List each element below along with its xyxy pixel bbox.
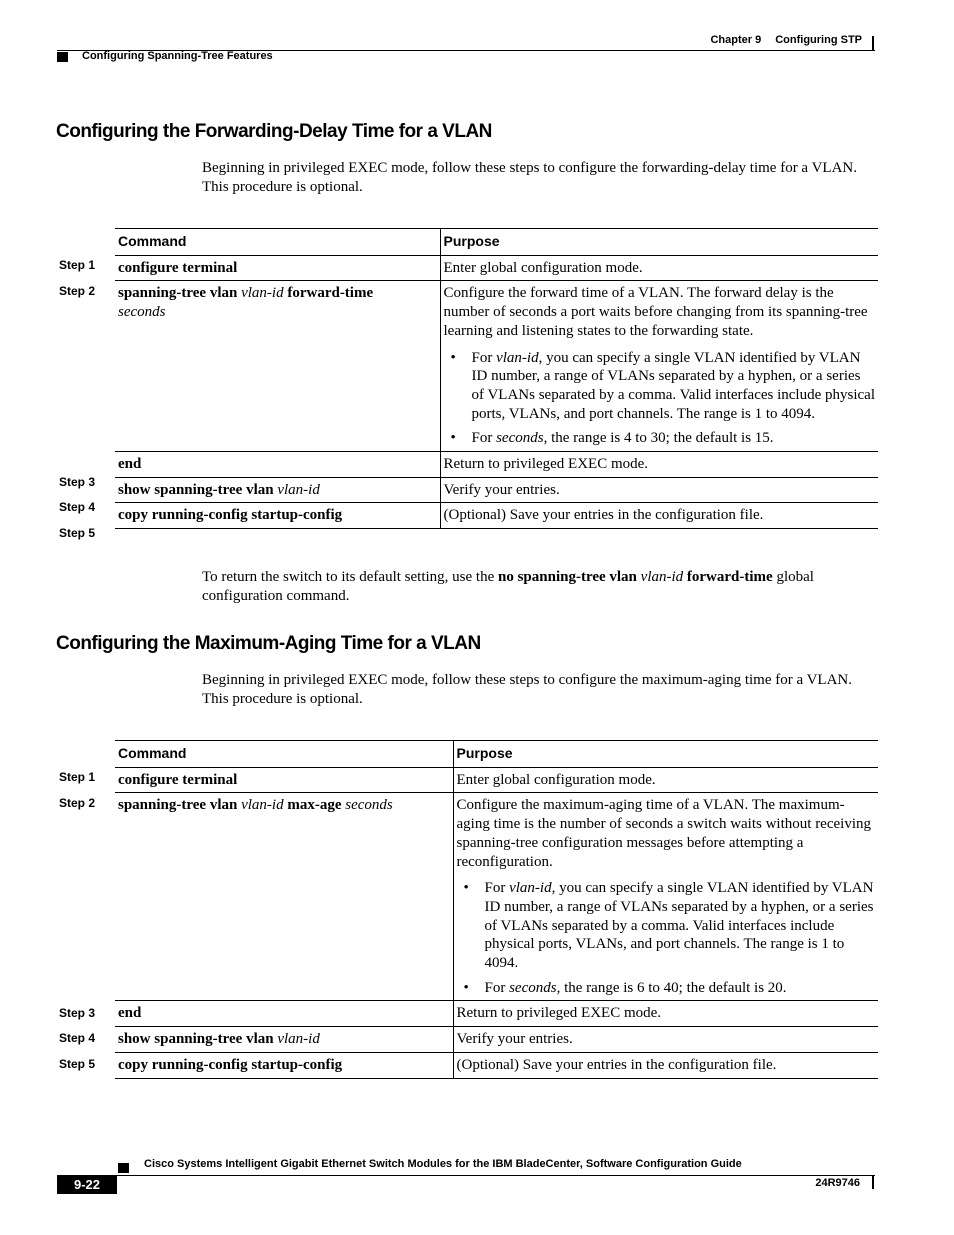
command-keyword: max-age [287,797,342,814]
step-label: Step 5 [59,526,96,540]
bullet-text: , you can specify a single VLAN identified by VLAN ID number, a range of VLANs separated by a hyphen, or a series of VLANs separated by a comma. Valid interfaces include physical ports, VLANs, and port channels. The range is 1 to 4094. [484,880,874,972]
section-heading-forwarding-delay: Configuring the Forwarding-Delay Time for a VLAN [56,121,492,142]
command-cell: configure terminal [115,767,453,793]
list-item [485,979,876,998]
bullet-text: , you can specify a single VLAN identified by VLAN ID number, a range of VLANs separated by a hyphen, or a series of VLANs separated by a comma. Valid interfaces include physical ports, VLANs, and port channels. The range is 1 to 4094. [471,349,875,422]
purpose-cell: Verify your entries. [453,1027,878,1053]
table-row [115,477,878,503]
bullet-argument: seconds [509,979,557,996]
chapter-title: Configuring STP [775,34,862,46]
running-header-section: Configuring Spanning-Tree Features [82,50,273,62]
step-label: Step 1 [59,258,96,272]
command-argument: seconds [345,797,393,814]
bullet-text: , the range is 6 to 40; the default is 20. [556,979,787,996]
step-label: Step 3 [59,475,96,489]
command-argument: seconds [118,304,166,321]
command-argument: vlan-id [277,481,320,498]
paragraph-text: To return the switch to its default setting, use the [202,569,495,585]
table-row [115,793,878,1001]
command-keyword: forward-time [287,285,374,302]
list-item [472,429,876,448]
command-table-maximum-aging [115,740,878,1079]
purpose-cell [440,281,878,452]
command-keyword: show spanning-tree vlan [118,1031,274,1048]
command-cell [115,477,440,503]
command-argument: vlan-id [241,285,284,302]
table-row [115,503,878,529]
command-table-forwarding-delay [115,228,878,529]
purpose-cell: Enter global configuration mode. [453,767,878,793]
command-cell: end [115,1001,453,1027]
footer-block-marker [118,1163,129,1173]
step-label: Step 2 [59,796,96,810]
purpose-cell: Return to privileged EXEC mode. [440,452,878,478]
column-header-command: Command [115,741,453,768]
bullet-argument: vlan-id [509,880,552,897]
list-item [472,349,876,424]
bullet-text: , the range is 4 to 30; the default is 15. [543,430,774,447]
table-header-row [115,229,878,256]
command-cell: copy running-config startup-config [115,503,440,529]
purpose-cell: (Optional) Save your entries in the configuration file. [453,1052,878,1078]
command-cell: configure terminal [115,255,440,281]
step-label: Step 3 [59,1006,96,1020]
step-label: Step 2 [59,284,96,298]
section-heading-maximum-aging: Configuring the Maximum-Aging Time for a VLAN [56,633,481,654]
column-header-purpose: Purpose [440,229,878,256]
purpose-text: Configure the maximum-aging time of a VLAN. The maximum-aging time is the number of seconds a switch waits without receiving spanning-tree configuration messages before attempting a reconfiguration. [456,797,871,870]
bullet-text: For [471,430,493,447]
command-argument: vlan-id [640,569,684,585]
purpose-cell [453,793,878,1001]
bullet-argument: vlan-id [496,349,539,366]
step-label: Step 4 [59,1031,96,1045]
document-number: 24R9746 [815,1177,860,1189]
header-block-marker [57,52,68,62]
bullet-text: For [484,880,506,897]
header-rule-mark [872,36,874,50]
running-header-chapter [696,34,862,46]
list-item [485,879,876,973]
bullet-list [444,349,876,449]
paragraph-text: global configuration command. [202,569,814,604]
column-header-command: Command [115,229,440,256]
footer-book-title: Cisco Systems Intelligent Gigabit Ethernet Switch Modules for the IBM BladeCenter, Software Configuration Guide [144,1158,742,1170]
command-cell: end [115,452,440,478]
command-keyword: forward-time [686,569,773,585]
bullet-text: For [484,979,506,996]
table-row [115,1052,878,1078]
purpose-cell: Enter global configuration mode. [440,255,878,281]
table-row [115,452,878,478]
purpose-text: Configure the forward time of a VLAN. The forward delay is the number of seconds a port waits before changing from its spanning-tree learning and listening states to the forwarding state. [443,285,868,339]
table-row [115,281,878,452]
command-cell [115,793,453,1001]
section-intro-forwarding-delay: Beginning in privileged EXEC mode, follow these steps to configure the forwarding-delay time for a VLAN. This procedure is optional. [202,160,857,195]
command-keyword: no spanning-tree vlan [497,569,637,585]
step-label: Step 4 [59,500,96,514]
table-header-row [115,741,878,768]
purpose-cell: (Optional) Save your entries in the configuration file. [440,503,878,529]
step-label: Step 5 [59,1057,96,1071]
command-argument: vlan-id [277,1031,320,1048]
table-row [115,1027,878,1053]
command-argument: vlan-id [241,797,284,814]
command-keyword: spanning-tree vlan [118,285,238,302]
bullet-list [457,879,876,997]
command-keyword: show spanning-tree vlan [118,481,274,498]
purpose-cell: Verify your entries. [440,477,878,503]
bullet-text: For [471,349,493,366]
page-number: 9-22 [57,1175,117,1194]
command-cell: copy running-config startup-config [115,1052,453,1078]
chapter-number: Chapter 9 [710,34,762,46]
command-keyword: spanning-tree vlan [118,797,238,814]
step-label: Step 1 [59,770,96,784]
purpose-cell: Return to privileged EXEC mode. [453,1001,878,1027]
table-row [115,767,878,793]
footer-rule-mark [872,1175,874,1189]
column-header-purpose: Purpose [453,741,878,768]
footer-rule [57,1175,875,1176]
table-row [115,255,878,281]
bullet-argument: seconds [496,430,544,447]
return-default-paragraph [202,568,874,606]
command-cell [115,1027,453,1053]
command-cell [115,281,440,452]
section-intro-maximum-aging: Beginning in privileged EXEC mode, follow these steps to configure the maximum-aging time for a VLAN. This procedure is optional. [202,672,853,707]
table-row [115,1001,878,1027]
